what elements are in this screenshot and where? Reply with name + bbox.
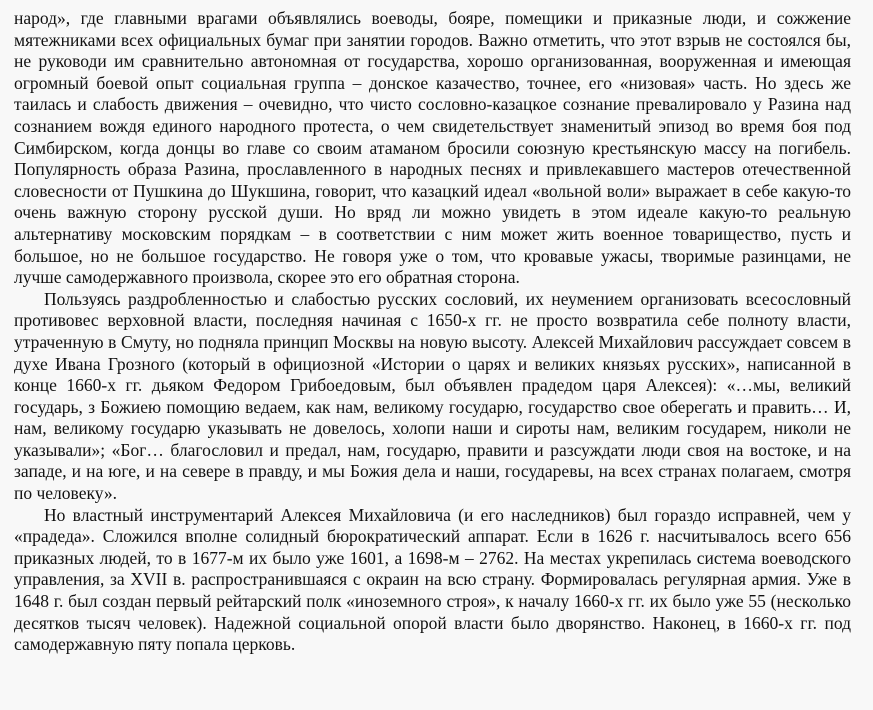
paragraph-razin-uprising: народ», где главными врагами объявлялись воеводы, бояре, помещики и приказные люди, и сожжение мятежниками всех официальных бумаг при занятии городов. Важно отметить, что этот взрыв не состоялся бы, не руководи им сравнительно автономная от государства, хорошо организованная, вооруженная и имеющая огромный боевой опыт социальная группа – донское казачество, точнее, его «низовая» часть. Но здесь же таилась и слабость движения – очевидно, что чисто сословно-казацкое сознание превалировало у Разина над сознанием вождя единого народного протеста, о чем свидетельствует знаменитый эпизод во время боя под Симбирском, когда донцы во главе со своим атаманом бросили союзную крестьянскую массу на погибель. Популярность образа Разина, прославленного в народных песнях и привлекавшего мастеров отечественной словесности от Пушкина до Шукшина, говорит, что казацкий идеал «вольной воли» выражает в себе какую-то очень важную сторону русской души. Но вряд ли можно увидеть в этом идеале какую-то реальную альтернативу московским порядкам – в соответствии с ним может жить военное товарищество, пусть и большое, но не большое государство. Не говоря уже о том, что кровавые ужасы, творимые разинцами, не лучше самодержавного произвола, скорее это его обратная сторона. [14,8,851,288]
paragraph-autocracy: Пользуясь раздробленностью и слабостью русских сословий, их неумением организовать всесословный противовес верховной власти, последняя начиная с 1650-х гг. не просто возвратила себе полноту власти, утраченную в Смуту, но подняла принцип Москвы на новую высоту. Алексей Михайлович рассуждает совсем в духе Ивана Грозного (который в официозной «Истории о царях и великих князьях русских», написанной в конце 1660-х гг. дьяком Федором Грибоедовым, был объявлен прадедом царя Алексея): «…мы, великий государь, з Божиею помощию ведаем, как нам, великому государю, государство свое оберегать и править… И, нам, великому государю указывать не довелось, холопи наши и сироты нам, великим государем, николи не указывали»; «Бог… благословил и предал, нам, государю, правити и разсуждати люди своя на востоке, и на западе, и на юге, и на севере в правду, и мы Божия дела и наши, государевы, на всех странах полагаем, смотря по человеку». [14,288,851,504]
paragraph-bureaucracy: Но властный инструментарий Алексея Михайловича (и его наследников) был гораздо исправней, чем у «прадеда». Сложился вполне солидный бюрократический аппарат. Если в 1626 г. насчитывалось всего 656 приказных людей, то в 1677-м их было уже 1601, а 1698-м – 2762. На местах укрепилась система воеводского управления, за XVII в. распространившаяся с окраин на всю страну. Формировалась регулярная армия. Уже в 1648 г. был создан первый рейтарский полк «иноземного строя», к началу 1660-х гг. их было уже 55 (несколько десятков тысяч человек). Надежной социальной опорой власти было дворянство. Наконец, в 1660-х гг. под самодержавную пяту попала церковь. [14,504,851,655]
